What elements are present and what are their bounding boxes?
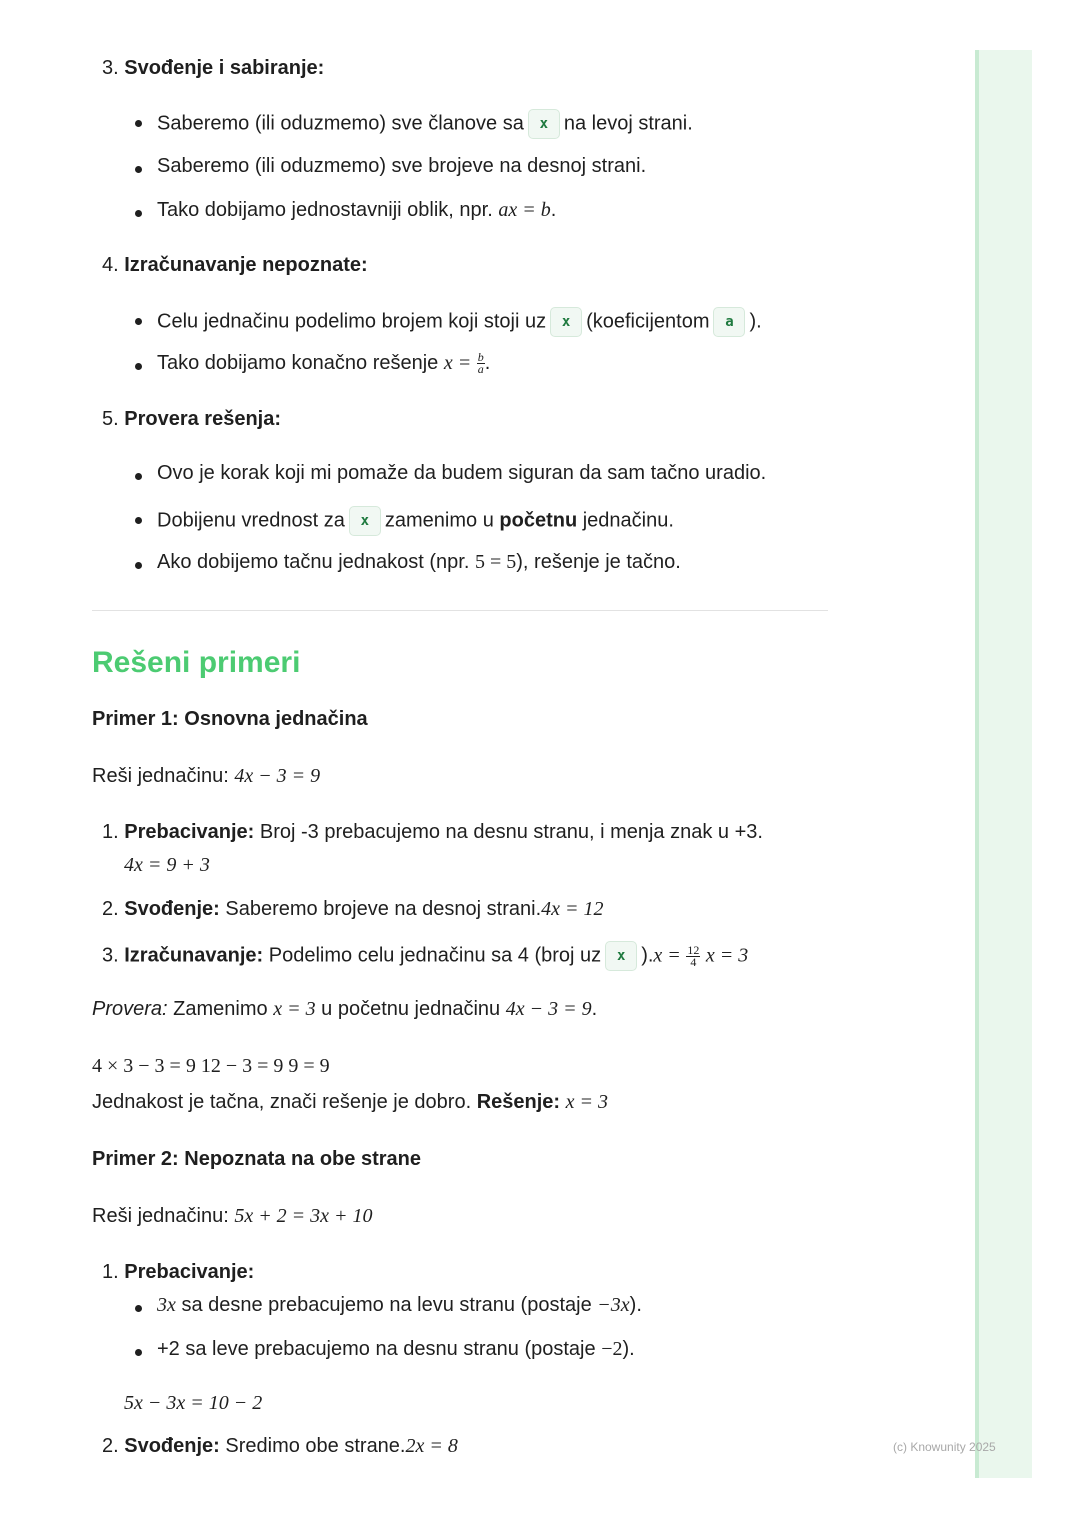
math: 5x + 2 = 3x + 10 — [234, 1205, 373, 1227]
code-chip: x — [550, 307, 582, 337]
fraction — [686, 942, 700, 969]
step-number: 1. — [102, 1261, 119, 1283]
item-text: Tako dobijamo jednostavniji oblik, npr. — [157, 199, 493, 221]
step-text: Podelimo celu jednačinu sa 4 (broj uz — [268, 944, 602, 967]
item-text: ), rešenje je tačno. — [516, 551, 681, 573]
step-number: 5. — [102, 408, 119, 430]
item-text: na levoj strani. — [563, 112, 693, 135]
step-text: Broj -3 prebacujemo na desnu stranu, i menja znak u +3. — [259, 821, 763, 843]
numerator: b — [477, 350, 484, 365]
item-text: ). — [629, 1294, 642, 1316]
example-title: Primer 1: Osnovna jednačina — [92, 708, 368, 730]
math: −3x — [597, 1294, 630, 1316]
list-item — [157, 1294, 642, 1317]
math: −2 — [601, 1338, 623, 1360]
math: x = 3 — [565, 1091, 608, 1113]
code-chip: a — [713, 307, 745, 337]
step-text: ). — [641, 944, 654, 967]
list-item — [157, 352, 490, 375]
example-1-task — [92, 765, 320, 788]
side-panel — [975, 50, 1032, 1478]
example-1-step-1 — [102, 821, 763, 844]
step-title: Provera rešenja: — [124, 408, 282, 430]
step-number: 3. — [102, 944, 119, 967]
task-text: Reši jednačinu: — [92, 765, 229, 787]
list-item — [157, 155, 646, 178]
step-4-heading — [102, 254, 368, 277]
item-text: ). — [622, 1338, 635, 1360]
item-text: Saberemo (ili oduzmemo) sve brojeve na desnoj strani. — [157, 155, 647, 177]
result-label: Rešenje: — [476, 1091, 561, 1113]
math: ax = b — [498, 199, 551, 221]
math-line: 5x − 3x = 10 − 2 — [124, 1392, 263, 1414]
copyright: (c) Knowunity 2025 — [893, 1440, 996, 1454]
list-item — [157, 462, 766, 485]
math: x = 3 — [273, 998, 316, 1020]
step-5-heading — [102, 408, 281, 431]
item-text: Ovo je korak koji mi pomaže da budem siguran da sam tačno uradio. — [157, 462, 767, 484]
example-1-title — [92, 708, 368, 731]
example-2-task — [92, 1205, 373, 1228]
step-label: Svođenje: — [124, 1435, 220, 1457]
example-1-result — [92, 1091, 608, 1114]
math: 4x − 3 = 9 — [234, 765, 321, 787]
item-text: . — [550, 199, 557, 221]
item-text: +2 sa leve prebacujemo na desnu stranu (postaje — [157, 1338, 596, 1360]
step-text: Saberemo brojeve na desnoj strani. — [225, 898, 542, 920]
check-calculation: 4 × 3 − 3 = 9 12 − 3 = 9 9 = 9 — [92, 1055, 330, 1077]
list-item — [157, 506, 674, 536]
numerator: 12 — [687, 942, 700, 957]
item-text: Dobijenu vrednost za — [157, 509, 345, 532]
math: 4x = 12 — [541, 898, 604, 920]
math: x = — [653, 944, 681, 967]
step-label: Svođenje: — [124, 898, 220, 920]
math: 5 = 5 — [474, 551, 517, 573]
fraction — [477, 352, 485, 375]
step-number: 4. — [102, 254, 119, 276]
step-number: 1. — [102, 821, 119, 843]
example-2-step-1 — [102, 1261, 254, 1284]
list-item — [157, 1338, 635, 1361]
item-text: Ako dobijemo tačnu jednakost (npr. — [157, 551, 470, 573]
denominator: 4 — [690, 954, 697, 969]
math: 4x − 3 = 9 — [505, 998, 592, 1020]
step-label: Prebacivanje: — [124, 821, 255, 843]
item-text: Saberemo (ili oduzmemo) sve članove sa — [157, 112, 524, 135]
example-2-title — [92, 1148, 421, 1171]
item-text: zamenimo u — [384, 509, 494, 532]
step-number: 3. — [102, 57, 119, 79]
step-number: 2. — [102, 1435, 119, 1457]
example-1-step-2 — [102, 898, 604, 921]
section-title: Rešeni primeri — [92, 646, 301, 679]
check-text: u početnu jednačinu — [321, 998, 501, 1020]
example-1-step-3 — [102, 941, 748, 971]
bold-text: početnu — [499, 509, 578, 532]
item-text: (koeficijentom — [586, 310, 710, 333]
example-2-step-2 — [102, 1435, 458, 1458]
check-text: Zamenimo — [173, 998, 268, 1020]
list-item — [157, 551, 681, 574]
list-item — [157, 109, 693, 139]
step-title: Izračunavanje nepoznate: — [124, 254, 368, 276]
example-title: Primer 2: Nepoznata na obe strane — [92, 1148, 421, 1170]
item-text: jednačinu. — [582, 509, 674, 532]
list-item — [157, 199, 556, 222]
divider — [92, 610, 828, 611]
step-title: Svođenje i sabiranje: — [124, 57, 325, 79]
math: 2x = 8 — [405, 1435, 458, 1457]
denominator: a — [477, 362, 484, 377]
item-text: Tako dobijamo konačno rešenje — [157, 352, 439, 374]
code-chip: x — [528, 109, 560, 139]
item-text: sa desne prebacujemo na levu stranu (postaje — [181, 1294, 592, 1316]
math-line: 4x = 9 + 3 — [124, 854, 210, 876]
check-text: . — [591, 998, 598, 1020]
step-3-heading — [102, 57, 324, 80]
result-text: Jednakost je tačna, znači rešenje je dobro. — [92, 1091, 472, 1113]
item-text: . — [484, 352, 491, 374]
math: x = — [443, 352, 472, 374]
math: x = 3 — [705, 944, 749, 967]
code-chip: x — [605, 941, 637, 971]
step-label: Izračunavanje: — [124, 944, 264, 967]
item-text: Celu jednačinu podelimo brojem koji stoji uz — [157, 310, 547, 333]
step-text: Sredimo obe strane. — [225, 1435, 406, 1457]
math: 3x — [157, 1294, 176, 1316]
example-1-check — [92, 998, 597, 1021]
list-item — [157, 307, 762, 337]
step-number: 2. — [102, 898, 119, 920]
code-chip: x — [349, 506, 381, 536]
check-label: Provera: — [92, 998, 168, 1020]
step-label: Prebacivanje: — [124, 1261, 255, 1283]
task-text: Reši jednačinu: — [92, 1205, 229, 1227]
item-text: ). — [749, 310, 762, 333]
